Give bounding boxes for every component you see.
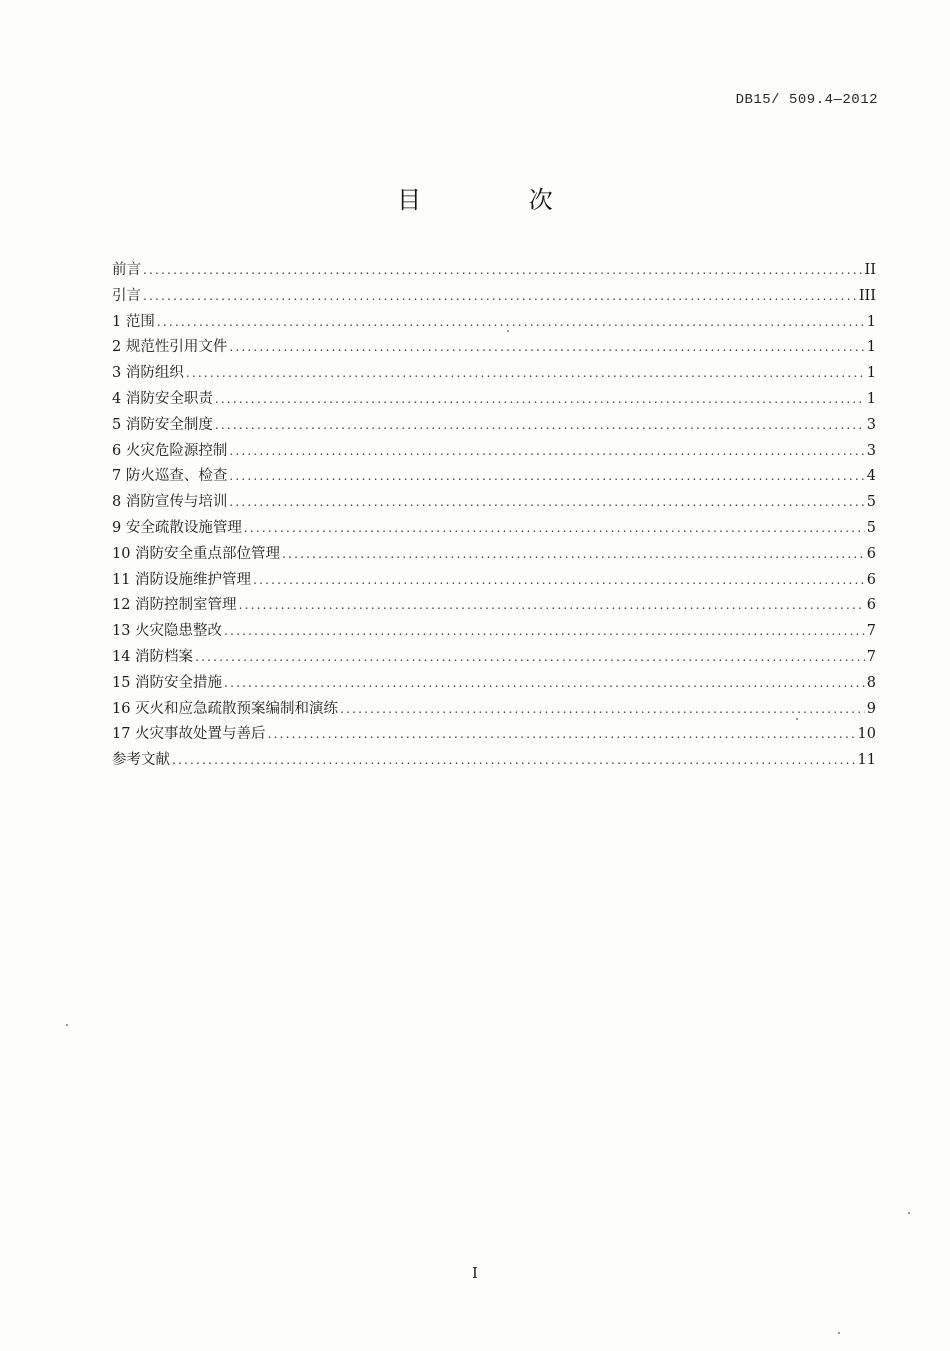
toc-entry-page: 3 (866, 442, 876, 459)
toc-entry-label: 12 消防控制室管理 (112, 597, 237, 614)
toc-entry-label: 6 火灾危险源控制 (112, 442, 228, 459)
toc-entry-label: 5 消防安全制度 (112, 416, 213, 433)
toc-entry-page: 1 (866, 313, 876, 330)
toc-entry-label: 引言 (112, 287, 141, 304)
toc-entry-page: 10 (857, 726, 876, 743)
toc-leader-dots (224, 619, 865, 645)
toc-entry-label: 10 消防安全重点部位管理 (112, 545, 281, 562)
toc-leader-dots (172, 748, 856, 774)
toc-entry-page: 7 (866, 648, 876, 665)
toc-entry[interactable] (112, 671, 876, 697)
toc-entry-page: 1 (866, 365, 876, 382)
toc-entry[interactable] (112, 490, 876, 516)
toc-entry-label: 7 防火巡查、检查 (112, 468, 228, 485)
toc-leader-dots (229, 490, 864, 516)
toc-leader-dots (157, 310, 865, 336)
toc-entry[interactable] (112, 439, 876, 465)
toc-leader-dots (340, 697, 865, 723)
toc-entry[interactable] (112, 748, 876, 774)
scan-speck (838, 1332, 840, 1334)
toc-entry[interactable] (112, 361, 876, 387)
toc-entry[interactable] (112, 258, 876, 284)
toc-leader-dots (186, 361, 865, 387)
toc-leader-dots (229, 335, 864, 361)
toc-list (112, 258, 876, 774)
scan-speck (66, 1024, 68, 1026)
toc-entry-page: 1 (866, 339, 876, 356)
toc-leader-dots (143, 258, 863, 284)
toc-entry[interactable] (112, 722, 876, 748)
page-number: I (472, 1264, 478, 1282)
toc-entry-label: 9 安全疏散设施管理 (112, 519, 242, 536)
toc-entry-page: 1 (866, 390, 876, 407)
toc-entry-label: 8 消防宣传与培训 (112, 494, 228, 511)
toc-entry[interactable] (112, 645, 876, 671)
toc-entry-page: 5 (866, 494, 876, 511)
toc-leader-dots (215, 387, 865, 413)
document-code: DB15/ 509.4—2012 (735, 92, 878, 108)
toc-leader-dots (268, 722, 856, 748)
toc-entry[interactable] (112, 568, 876, 594)
toc-entry[interactable] (112, 310, 876, 336)
toc-leader-dots (253, 568, 865, 594)
toc-entry[interactable] (112, 593, 876, 619)
toc-entry[interactable] (112, 387, 876, 413)
toc-leader-dots (143, 284, 857, 310)
scan-speck (796, 718, 798, 720)
toc-entry-label: 1 范围 (112, 313, 155, 330)
toc-leader-dots (229, 464, 864, 490)
toc-entry-label: 2 规范性引用文件 (112, 339, 228, 356)
toc-entry-page: 6 (866, 597, 876, 614)
toc-leader-dots (215, 413, 865, 439)
toc-entry[interactable] (112, 284, 876, 310)
toc-entry-label: 15 消防安全措施 (112, 674, 223, 691)
toc-entry[interactable] (112, 516, 876, 542)
toc-leader-dots (229, 439, 864, 465)
toc-entry[interactable] (112, 619, 876, 645)
toc-entry-label: 参考文献 (112, 752, 170, 769)
toc-entry[interactable] (112, 542, 876, 568)
toc-entry-page: 6 (866, 545, 876, 562)
toc-entry-page: 11 (857, 752, 876, 769)
toc-entry-page: 3 (866, 416, 876, 433)
toc-entry-label: 14 消防档案 (112, 648, 194, 665)
toc-entry-label: 17 火灾事故处置与善后 (112, 726, 266, 743)
toc-entry-page: 9 (866, 700, 876, 717)
toc-entry-page: 8 (866, 674, 876, 691)
toc-leader-dots (195, 645, 865, 671)
scan-speck (908, 1212, 910, 1214)
toc-title: 目 次 (397, 186, 603, 214)
toc-entry-page: 6 (866, 571, 876, 588)
toc-entry-page: 5 (866, 519, 876, 536)
toc-entry-label: 4 消防安全职责 (112, 390, 213, 407)
toc-entry-label: 16 灭火和应急疏散预案编制和演练 (112, 700, 339, 717)
toc-entry-page: III (858, 287, 876, 304)
toc-entry[interactable] (112, 413, 876, 439)
toc-leader-dots (224, 671, 865, 697)
toc-entry[interactable] (112, 464, 876, 490)
toc-leader-dots (244, 516, 865, 542)
toc-entry-label: 3 消防组织 (112, 365, 184, 382)
toc-leader-dots (239, 593, 865, 619)
toc-entry-label: 13 火灾隐患整改 (112, 623, 223, 640)
toc-entry[interactable] (112, 697, 876, 723)
toc-entry-page: 7 (866, 623, 876, 640)
toc-entry-label: 11 消防设施维护管理 (112, 571, 252, 588)
toc-leader-dots (282, 542, 865, 568)
toc-entry[interactable] (112, 335, 876, 361)
toc-entry-label: 前言 (112, 262, 141, 278)
toc-entry-page: 4 (866, 468, 876, 485)
toc-entry-page: II (864, 262, 876, 278)
scan-speck (507, 330, 509, 332)
